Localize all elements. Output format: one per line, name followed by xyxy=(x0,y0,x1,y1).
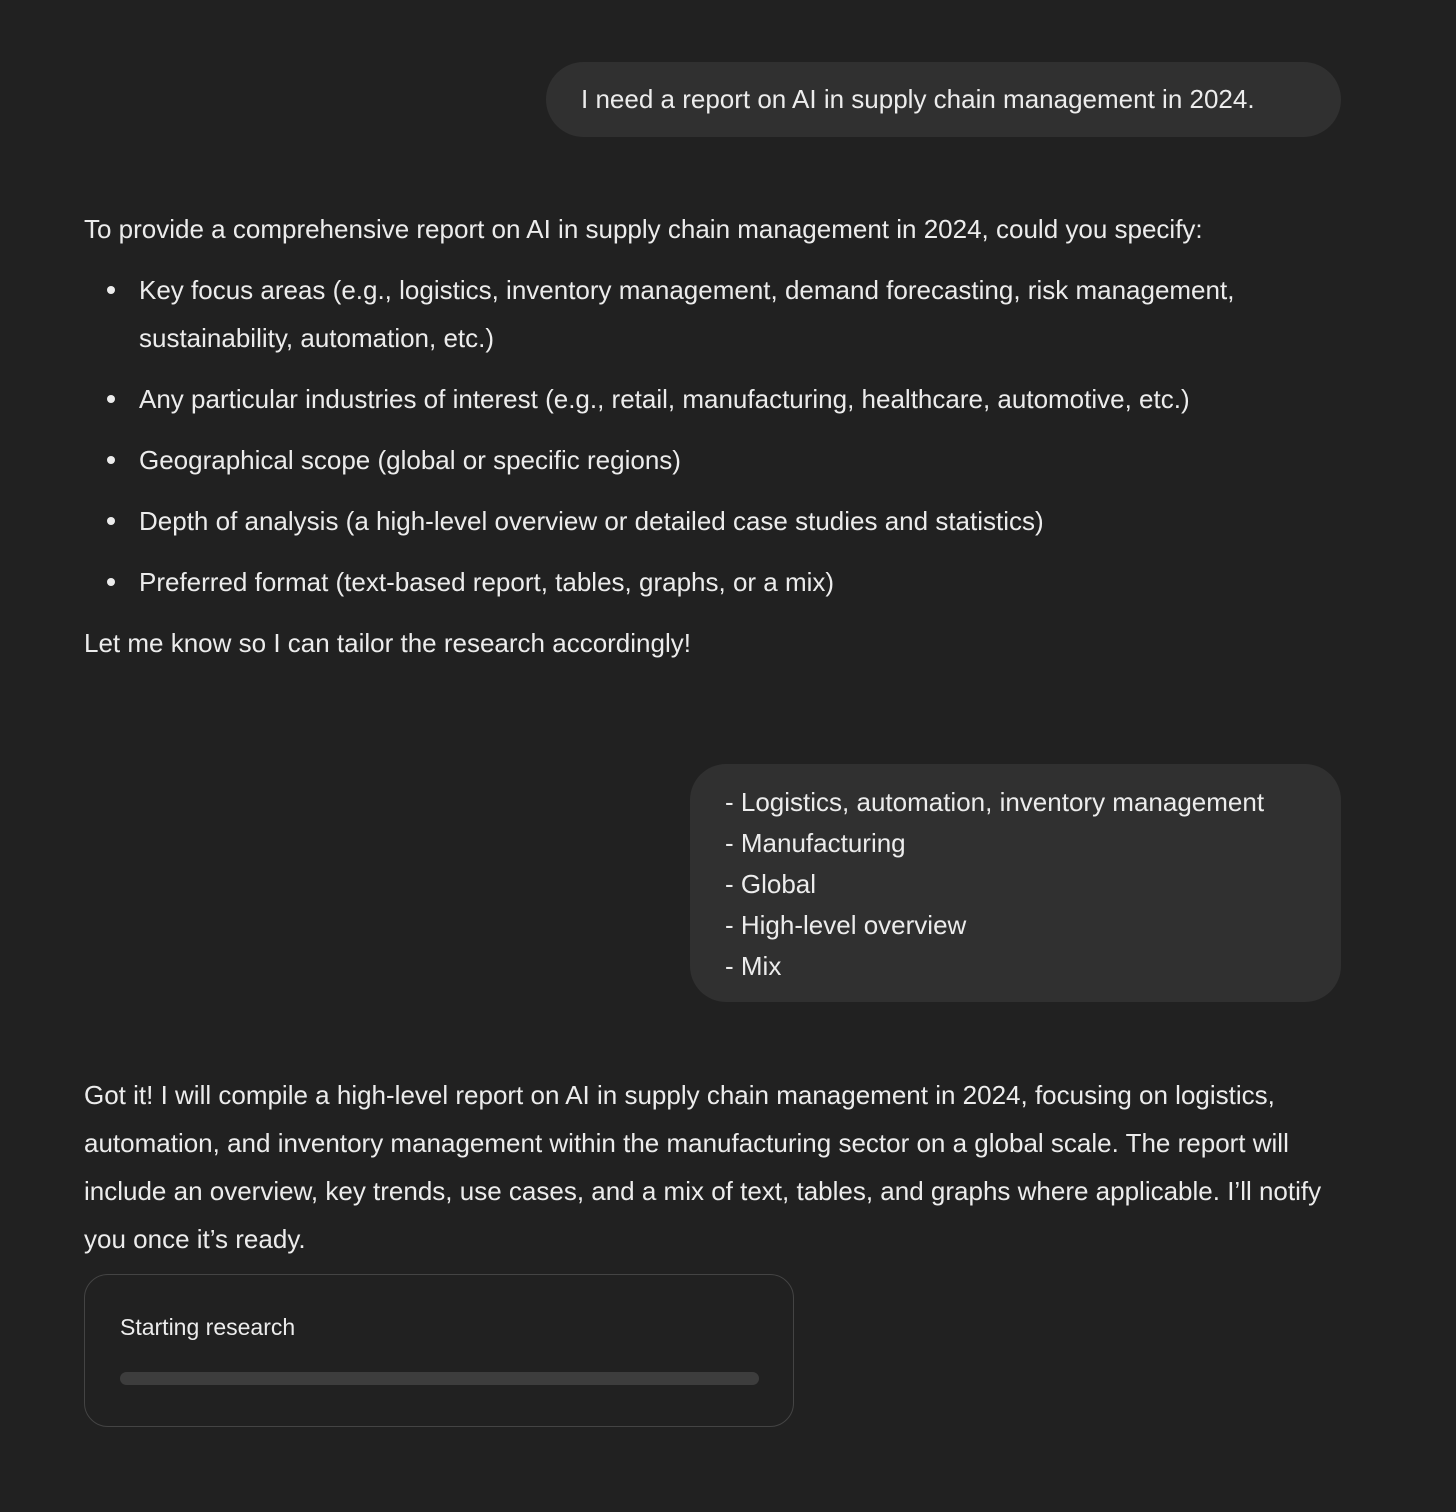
bullet-icon xyxy=(107,578,115,586)
bullet-icon xyxy=(107,517,115,525)
list-item-text: Geographical scope (global or specific regions) xyxy=(139,445,681,475)
assistant-outro: Let me know so I can tailor the research accordingly! xyxy=(84,628,691,658)
user-message-text: I need a report on AI in supply chain management in 2024. xyxy=(581,84,1255,114)
user-message-line: - Logistics, automation, inventory management xyxy=(725,787,1265,817)
list-item xyxy=(84,497,1349,545)
bullet-icon xyxy=(107,395,115,403)
list-item xyxy=(84,436,1349,484)
list-item xyxy=(84,375,1349,423)
bullet-icon xyxy=(107,456,115,464)
user-message-line: - High-level overview xyxy=(725,910,967,940)
user-message xyxy=(690,764,1341,1002)
assistant-reply: Got it! I will compile a high-level report on AI in supply chain management in 2024, focusing on logistics, automation, and inventory management within the manufacturing sector on a global scale. The report will include an overview, key trends, use cases, and a mix of text, tables, and graphs where applicable. I’ll notify you once it’s ready. xyxy=(84,1080,1322,1254)
list-item-text: Any particular industries of interest (e.g., retail, manufacturing, healthcare, automotive, etc.) xyxy=(139,384,1190,414)
list-item-text: Key focus areas (e.g., logistics, inventory management, demand forecasting, risk management, sustainability, automation, etc.) xyxy=(139,275,1235,353)
list-item-text: Preferred format (text-based report, tables, graphs, or a mix) xyxy=(139,567,835,597)
bullet-icon xyxy=(107,286,115,294)
research-progress-bar xyxy=(120,1372,759,1385)
user-message-line: - Mix xyxy=(725,951,782,981)
assistant-intro: To provide a comprehensive report on AI in supply chain management in 2024, could you specify: xyxy=(84,214,1203,244)
user-message-line: - Manufacturing xyxy=(725,828,906,858)
user-message-line: - Global xyxy=(725,869,817,899)
list-item-text: Depth of analysis (a high-level overview or detailed case studies and statistics) xyxy=(139,506,1044,536)
assistant-message xyxy=(84,1071,1349,1263)
research-status-label: Starting research xyxy=(120,1314,296,1340)
list-item xyxy=(84,266,1349,362)
clarifying-questions-list xyxy=(84,266,1349,606)
research-status-card[interactable] xyxy=(84,1274,794,1427)
assistant-message xyxy=(84,205,1349,667)
list-item xyxy=(84,558,1349,606)
user-message xyxy=(546,62,1341,137)
